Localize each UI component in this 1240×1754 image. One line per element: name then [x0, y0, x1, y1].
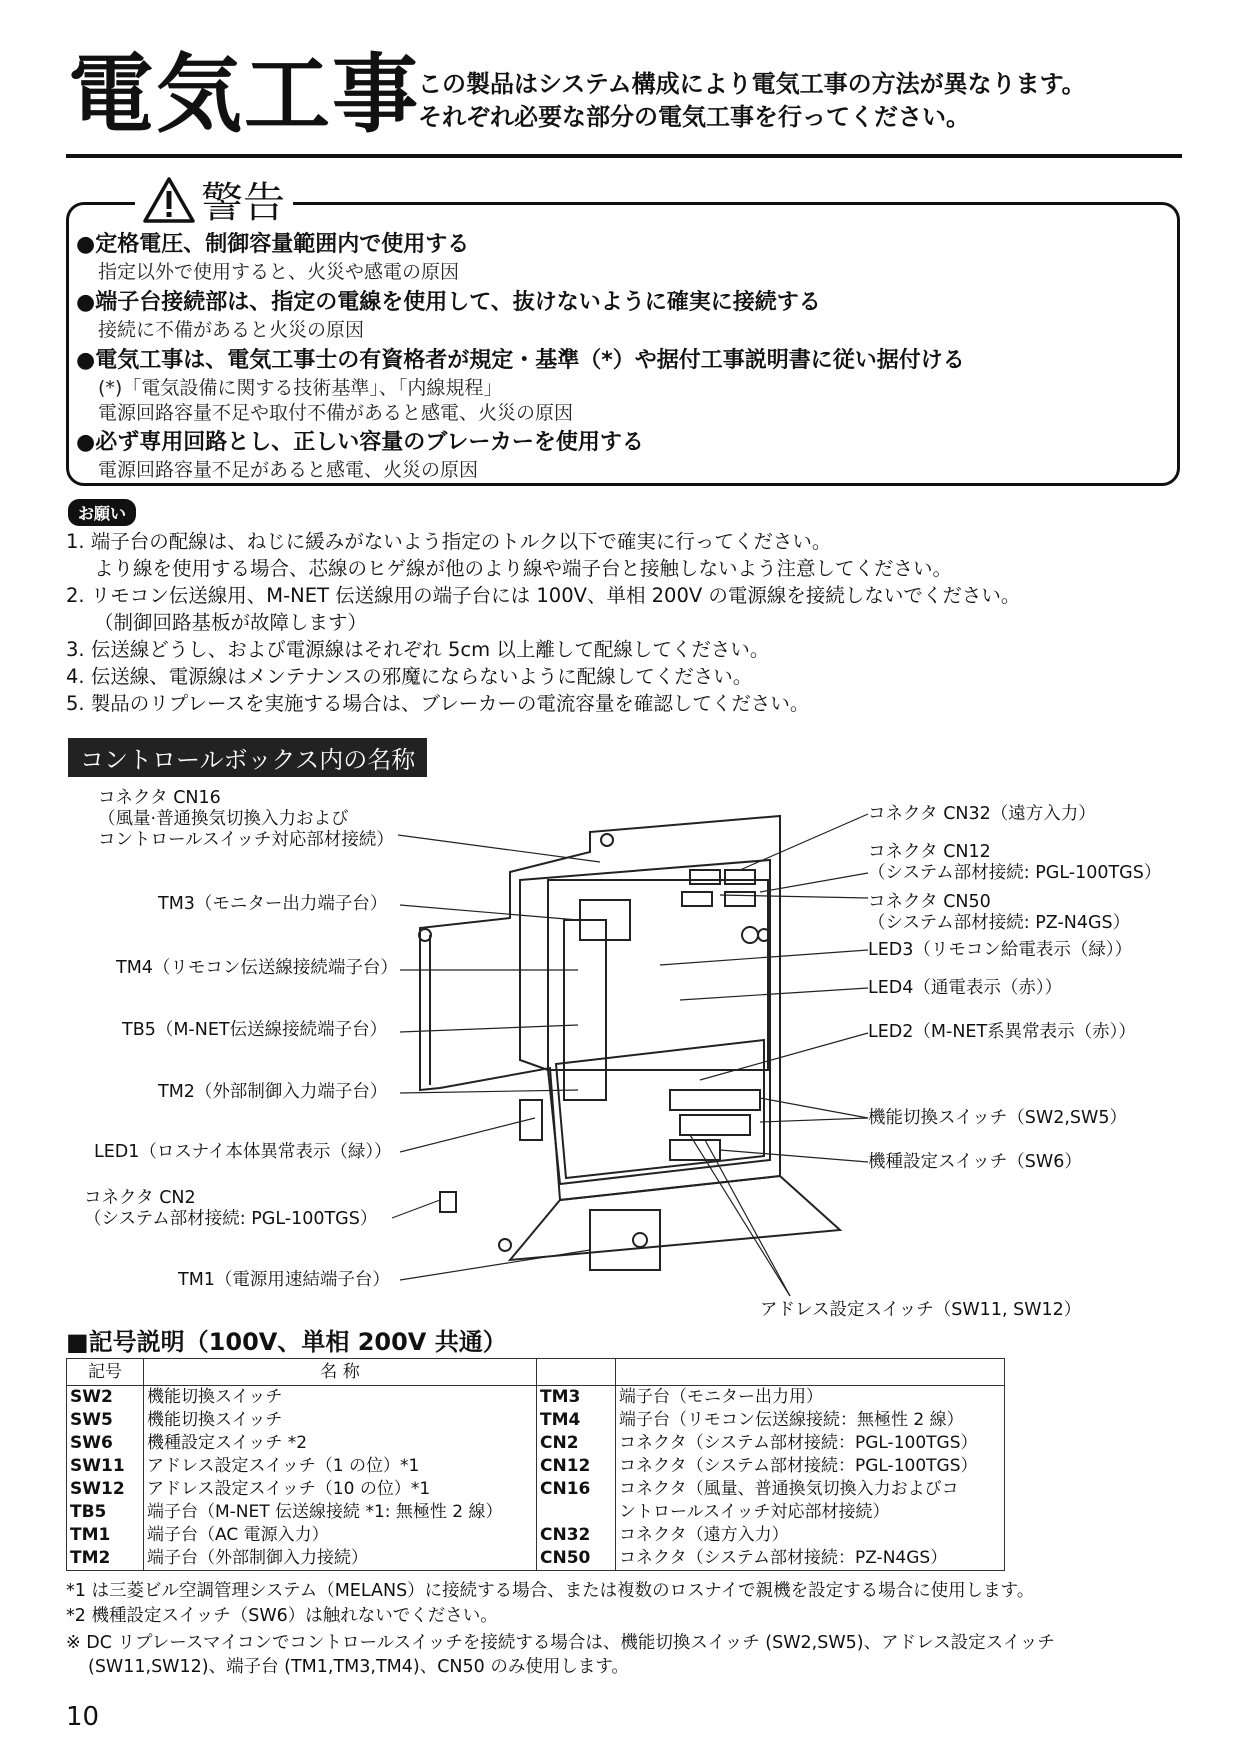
- name-cell: ントロールスイッチ対応部材接続）: [616, 1501, 1005, 1524]
- name-cell: 機種設定スイッチ *2: [144, 1432, 537, 1455]
- table-row: [67, 1524, 1005, 1547]
- name-cell: アドレス設定スイッチ（1 の位）*1: [144, 1455, 537, 1478]
- label-led4: LED4（通電表示（赤））: [868, 978, 1063, 998]
- col-name-header-2: [616, 1359, 1005, 1386]
- code-cell: SW2: [67, 1386, 144, 1410]
- label-cn2: [84, 1188, 377, 1230]
- name-cell: 端子台（AC 電源入力）: [144, 1524, 537, 1547]
- name-cell: コネクタ（遠方入力）: [616, 1524, 1005, 1547]
- request-badge: お願い: [68, 499, 136, 526]
- code-cell: SW12: [67, 1478, 144, 1501]
- code-cell: SW6: [67, 1432, 144, 1455]
- code-cell: CN50: [537, 1547, 616, 1571]
- warning-item-desc: 指定以外で使用すると、火災や感電の原因: [98, 261, 460, 283]
- label-line: （風量·普通換気切換入力および: [98, 809, 349, 829]
- name-cell: コネクタ（システム部材接続：PZ-N4GS）: [616, 1547, 1005, 1571]
- label-sw1112: アドレス設定スイッチ（SW11, SW12）: [760, 1300, 1082, 1320]
- warning-item-head: ●電気工事は、電気工事士の有資格者が規定・基準（*）や据付工事説明書に従い据付ける: [76, 348, 965, 373]
- label-line: （システム部材接続: PZ-N4GS）: [868, 913, 1131, 933]
- label-line: （システム部材接続: PGL-100TGS）: [84, 1209, 378, 1229]
- code-cell: SW11: [67, 1455, 144, 1478]
- code-cell: CN2: [537, 1432, 616, 1455]
- code-cell: [537, 1501, 616, 1524]
- table-row: [67, 1501, 1005, 1524]
- symbols-table: [66, 1358, 1005, 1571]
- footnote: *2 機種設定スイッチ（SW6）は触れないでください。: [66, 1606, 498, 1626]
- request-line: 1. 端子台の配線は、ねじに緩みがないよう指定のトルク以下で確実に行ってください。: [66, 530, 832, 553]
- request-line: 5. 製品のリプレースを実施する場合は、ブレーカーの電流容量を確認してください。: [66, 692, 810, 715]
- table-row: [67, 1432, 1005, 1455]
- code-cell: SW5: [67, 1409, 144, 1432]
- name-cell: 機能切換スイッチ: [144, 1386, 537, 1410]
- col-code-header: 記号: [67, 1359, 144, 1386]
- warning-item-desc: (*)「電気設備に関する技術基準」、「内線規程」: [98, 377, 503, 399]
- label-cn12: [868, 842, 1161, 884]
- label-sw6: 機種設定スイッチ（SW6）: [868, 1152, 1082, 1172]
- code-cell: TM1: [67, 1524, 144, 1547]
- footnote: *1 は三菱ビル空調管理システム（MELANS）に接続する場合、または複数のロスナイで親機を設定する場合に使用します。: [66, 1581, 1035, 1601]
- label-tm4: TM4（リモコン伝送線接続端子台）: [116, 958, 398, 978]
- label-line: コネクタ CN12: [868, 842, 991, 862]
- code-cell: CN12: [537, 1455, 616, 1478]
- label-sw25: 機能切換スイッチ（SW2,SW5）: [868, 1108, 1127, 1128]
- code-cell: CN32: [537, 1524, 616, 1547]
- code-cell: TB5: [67, 1501, 144, 1524]
- col-name-header: 名 称: [144, 1359, 537, 1386]
- table-row: [67, 1547, 1005, 1571]
- label-line: コネクタ CN2: [84, 1188, 196, 1208]
- label-cn50: [868, 892, 1130, 934]
- request-line: 4. 伝送線、電源線はメンテナンスの邪魔にならないように配線してください。: [66, 665, 753, 688]
- request-line: 2. リモコン伝送線用、M-NET 伝送線用の端子台には 100V、単相 200V の電源線を接続しないでください。: [66, 584, 1021, 607]
- name-cell: コネクタ（システム部材接続：PGL-100TGS）: [616, 1432, 1005, 1455]
- page-number: 10: [66, 1702, 100, 1732]
- table-row: [67, 1478, 1005, 1501]
- label-line: コネクタ CN50: [868, 892, 991, 912]
- label-led3: LED3（リモコン給電表示（緑））: [868, 940, 1133, 960]
- warning-item-desc: 電源回路容量不足があると感電、火災の原因: [98, 459, 479, 481]
- warning-item-head: ●必ず専用回路とし、正しい容量のブレーカーを使用する: [76, 430, 644, 455]
- warning-item-head: ●定格電圧、制御容量範囲内で使用する: [76, 232, 470, 257]
- symbols-heading: ■記号説明（100V、単相 200V 共通）: [66, 1328, 507, 1356]
- label-line: コントロールスイッチ対応部材接続）: [98, 830, 394, 850]
- col-code-header-2: [537, 1359, 616, 1386]
- warning-label: 警告: [201, 178, 286, 227]
- label-cn16: [98, 788, 394, 851]
- intro-line: この製品はシステム構成により電気工事の方法が異なります。: [418, 70, 1086, 98]
- table-row: [67, 1386, 1005, 1410]
- name-cell: コネクタ（システム部材接続：PGL-100TGS）: [616, 1455, 1005, 1478]
- label-cn32: コネクタ CN32（遠方入力）: [868, 804, 1096, 824]
- name-cell: 端子台（モニター出力用）: [616, 1386, 1005, 1410]
- table-row: [67, 1409, 1005, 1432]
- label-tm1: TM1（電源用速結端子台）: [178, 1270, 390, 1290]
- label-tm2: TM2（外部制御入力端子台）: [158, 1082, 388, 1102]
- request-line: 3. 伝送線どうし、および電源線はそれぞれ 5cm 以上離して配線してください。: [66, 638, 770, 661]
- table-row: [67, 1455, 1005, 1478]
- label-tb5: TB5（M-NET伝送線接続端子台）: [122, 1020, 388, 1040]
- label-led2: LED2（M-NET系異常表示（赤））: [868, 1022, 1136, 1042]
- name-cell: 端子台（M-NET 伝送線接続 *1: 無極性 2 線）: [144, 1501, 537, 1524]
- code-cell: TM2: [67, 1547, 144, 1571]
- controlbox-heading: コントロールボックス内の名称: [68, 738, 427, 777]
- code-cell: TM4: [537, 1409, 616, 1432]
- name-cell: 機能切換スイッチ: [144, 1409, 537, 1432]
- table-header-row: [67, 1359, 1005, 1386]
- warning-item-desc: 接続に不備があると火災の原因: [98, 319, 365, 341]
- warning-item-desc: 電源回路容量不足や取付不備があると感電、火災の原因: [98, 402, 574, 424]
- name-cell: 端子台（リモコン伝送線接続：無極性 2 線）: [616, 1409, 1005, 1432]
- label-line: （システム部材接続: PGL-100TGS）: [868, 863, 1162, 883]
- code-cell: TM3: [537, 1386, 616, 1410]
- page-title: 電気工事: [68, 45, 420, 145]
- name-cell: アドレス設定スイッチ（10 の位）*1: [144, 1478, 537, 1501]
- label-line: コネクタ CN16: [98, 788, 221, 808]
- footnote: (SW11,SW12)、端子台 (TM1,TM3,TM4)、CN50 のみ使用します。: [88, 1657, 629, 1677]
- intro-line: それぞれ必要な部分の電気工事を行ってください。: [418, 103, 970, 131]
- name-cell: 端子台（外部制御入力接続）: [144, 1547, 537, 1571]
- label-tm3: TM3（モニター出力端子台）: [158, 894, 388, 914]
- name-cell: コネクタ（風量、普通換気切換入力およびコ: [616, 1478, 1005, 1501]
- footnote: ※ DC リプレースマイコンでコントロールスイッチを接続する場合は、機能切換スイッチ (SW2,SW5)、アドレス設定スイッチ: [66, 1633, 1055, 1653]
- warning-item-head: ●端子台接続部は、指定の電線を使用して、抜けないように確実に接続する: [76, 290, 821, 315]
- request-line: （制御回路基板が故障します）: [94, 611, 368, 634]
- code-cell: CN16: [537, 1478, 616, 1501]
- label-led1: LED1（ロスナイ本体異常表示（緑））: [94, 1142, 392, 1162]
- request-line: より線を使用する場合、芯線のヒゲ線が他のより線や端子台と接触しないよう注意してください。: [94, 557, 953, 580]
